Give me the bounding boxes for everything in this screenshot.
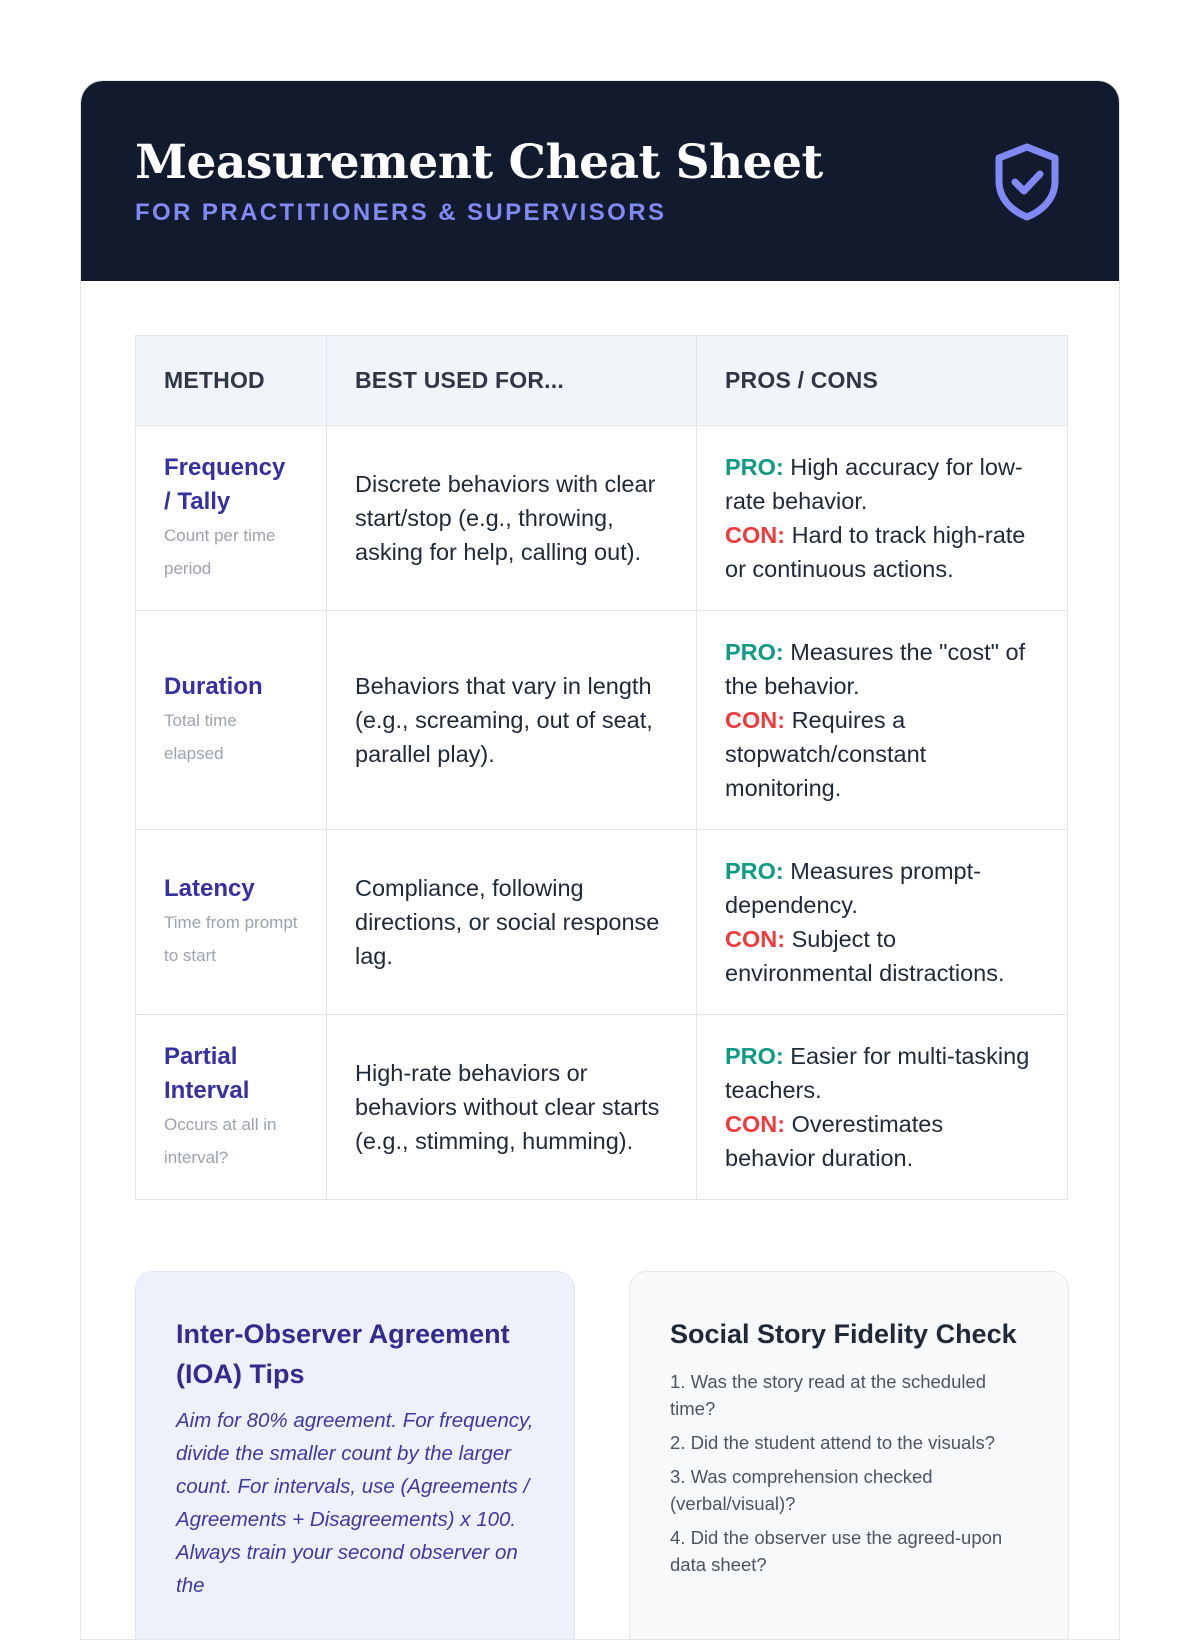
best-used-for-cell: Discrete behaviors with clear start/stop (e.g., throwing, asking for help, calling out). [327,426,697,611]
method-name: Latency [164,875,255,902]
con-text: Requires a stopwatch/constant monitoring. [725,707,927,801]
list-item: 2. Did the student attend to the visuals? [670,1432,995,1453]
ioa-tips-card [135,1271,575,1640]
cheat-sheet [80,80,1120,1640]
con-text: Hard to track high-rate or continuous actions. [725,522,1026,582]
method-description: Count per time period [164,526,276,578]
pro-label: PRO: [725,454,784,480]
method-cell [136,426,327,611]
table-row [136,426,1068,611]
pro-label: PRO: [725,858,784,884]
con-label: CON: [725,522,786,548]
con-label: CON: [725,707,786,733]
method-description: Total time elapsed [164,711,237,763]
ioa-tips-title: Inter-Observer Agreement (IOA) Tips [176,1319,510,1389]
ioa-tips-body: Aim for 80% agreement. For frequency, divide the smaller count by the larger count. For intervals, use (Agreements / Agreements + Disagreements) x 100. Always train your second observer on the [176,1409,534,1597]
fidelity-check-title: Social Story Fidelity Check [670,1319,1017,1349]
pro-label: PRO: [725,1043,784,1069]
pro-label: PRO: [725,639,784,665]
list-item: 4. Did the observer use the agreed-upon data sheet? [670,1527,1003,1575]
pro-text: High accuracy for low-rate behavior. [725,454,1023,514]
con-text: Subject to environmental distractions. [725,926,1005,986]
page-subtitle: FOR PRACTITIONERS & SUPERVISORS [135,199,667,226]
shield-check-icon [991,143,1063,221]
methods-table [135,335,1068,1200]
list-item: 3. Was comprehension checked (verbal/visual)? [670,1466,933,1514]
fidelity-check-card [629,1271,1069,1640]
pro-text: Measures the "cost" of the behavior. [725,639,1026,699]
con-label: CON: [725,1111,786,1137]
method-cell [136,830,327,1015]
page-title: Measurement Cheat Sheet [135,135,823,190]
list-item: 1. Was the story read at the scheduled time? [670,1371,987,1419]
con-text: Overestimates behavior duration. [725,1111,944,1171]
table-row [136,1015,1068,1200]
fidelity-checklist [670,1368,1028,1578]
method-name: Duration [164,673,263,700]
column-header-best-used-for: BEST USED FOR... [327,336,697,426]
method-description: Occurs at all in interval? [164,1115,277,1167]
pros-cons-cell [697,426,1068,611]
method-name: Partial Interval [164,1043,250,1104]
table-row [136,830,1068,1015]
method-cell [136,611,327,830]
method-name: Frequency / Tally [164,454,286,515]
best-used-for-cell: High-rate behaviors or behaviors without clear starts (e.g., stimming, humming). [327,1015,697,1200]
pros-cons-cell [697,611,1068,830]
column-header-pros-cons: PROS / CONS [697,336,1068,426]
pro-text: Measures prompt-dependency. [725,858,981,918]
method-description: Time from prompt to start [164,913,298,965]
best-used-for-cell: Compliance, following directions, or social response lag. [327,830,697,1015]
method-cell [136,1015,327,1200]
table-header-row [136,336,1068,426]
header [81,81,1120,281]
best-used-for-cell: Behaviors that vary in length (e.g., screaming, out of seat, parallel play). [327,611,697,830]
pro-text: Easier for multi-tasking teachers. [725,1043,1030,1103]
pros-cons-cell [697,830,1068,1015]
pros-cons-cell [697,1015,1068,1200]
column-header-method: METHOD [136,336,327,426]
table-row [136,611,1068,830]
con-label: CON: [725,926,786,952]
